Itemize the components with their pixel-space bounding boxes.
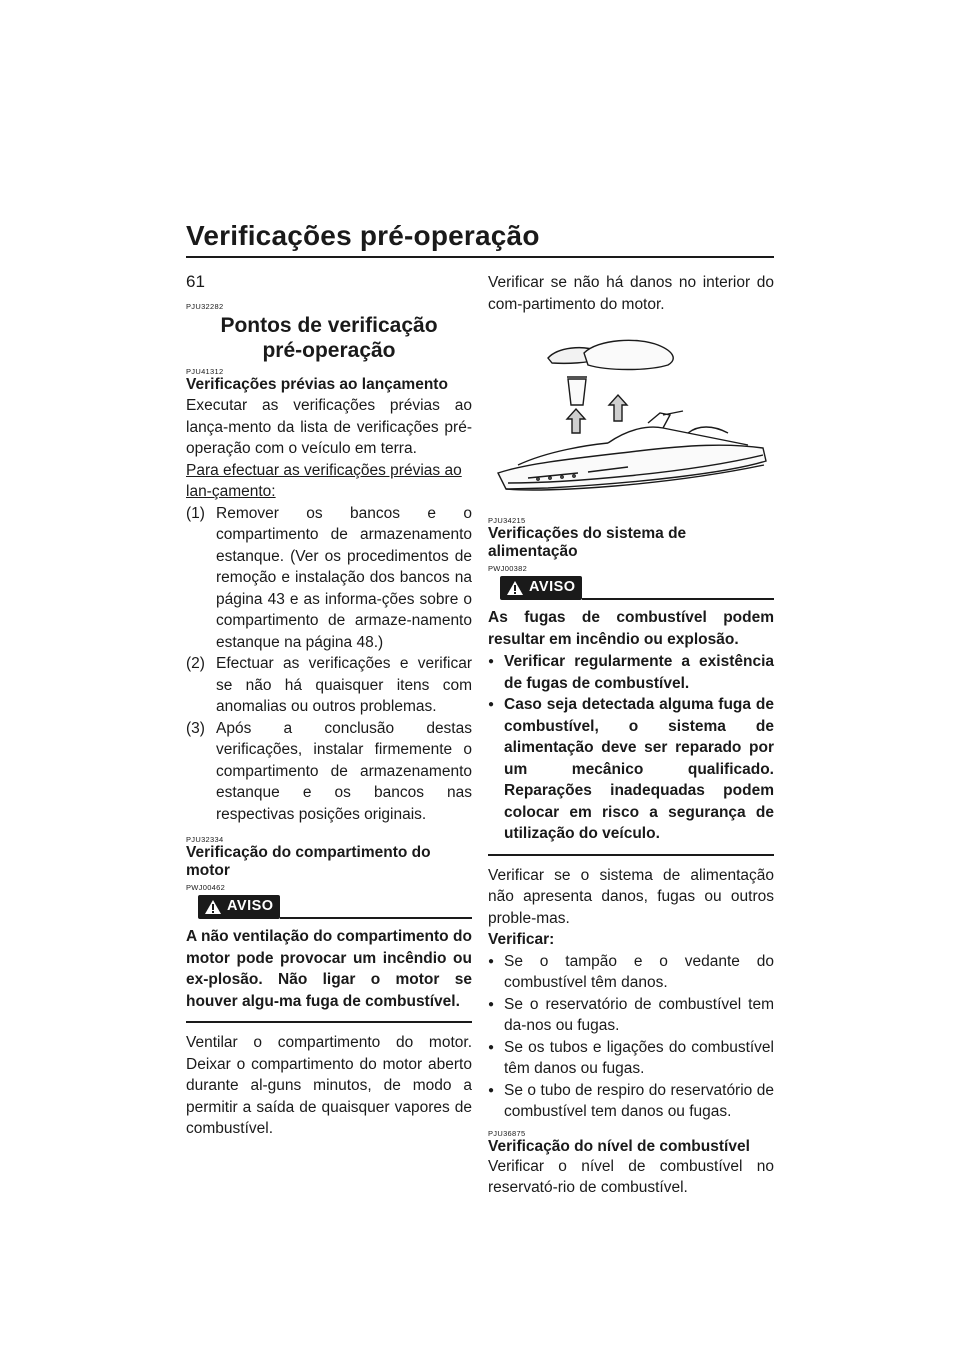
right-column — [488, 274, 774, 1199]
list-item — [186, 718, 472, 826]
header-rule — [186, 256, 774, 258]
section-code: PJU34215 — [488, 516, 526, 525]
warning-code: PWJ00462 — [186, 883, 226, 892]
warning-bullets — [488, 651, 774, 845]
underlined-lead: Para efectuar as verificações prévias ao lan-çamento: — [186, 461, 462, 500]
list-item: ● Se o tubo de respiro do reservatório de combustível tem danos ou fugas. — [488, 1080, 774, 1123]
list-item: ● Se o reservatório de combustível tem da-nos ou fugas. — [488, 994, 774, 1037]
subsection-title: Verificação do nível de combustível — [488, 1137, 750, 1155]
list-item — [186, 653, 472, 718]
paragraph: Executar as verificações prévias ao lança-mento da lista de verificações pré-operação com o veículo em terra. — [186, 397, 472, 457]
paragraph: Verificar se o sistema de alimentação não apresenta danos, fugas ou outros proble-mas. — [488, 866, 774, 927]
page-number: 61 — [186, 272, 205, 291]
step-text: Efectuar as verificações e verificar se não há quaisquer itens com anomalias ou outros problemas. — [216, 655, 472, 715]
warning-text: A não ventilação do compartimento do motor pode provocar um incêndio ou ex-plosão. Não ligar o motor se houver algu-ma fuga de combustível. — [186, 928, 472, 1010]
warning-triangle-icon — [204, 899, 222, 915]
warning-badge — [500, 576, 582, 600]
paragraph: Ventilar o compartimento do motor. Deixar o compartimento do motor aberto durante al-guns minutos, de modo a permitir a saída de quaisquer vapores de combustível. — [186, 1034, 472, 1137]
page-title: Verificações pré-operação — [186, 220, 540, 251]
warning-end-rule — [488, 854, 774, 856]
subsection-title: Verificação do compartimento do motor — [186, 844, 431, 879]
step-number: (1) — [186, 504, 205, 522]
warning-end-rule — [186, 1021, 472, 1023]
paragraph: Verificar o nível de combustível no reservató-rio de combustível. — [488, 1157, 774, 1196]
check-list — [488, 951, 774, 1123]
section-code: PJU36875 — [488, 1128, 526, 1138]
section-main-title — [186, 313, 472, 363]
warning-text: As fugas de combustível podem resultar em incêndio ou explosão. — [488, 609, 774, 648]
step-text: Remover os bancos e o compartimento de armazenamento estanque. (Ver os procedimentos de remoção e instalação dos bancos na página 43 e as informa-ções sobre o compartimento de armaze-namento estanque na página 48.) — [216, 504, 472, 651]
section-code: PJU41312 — [186, 367, 224, 376]
warning-triangle-icon — [506, 580, 524, 596]
left-column — [186, 302, 472, 1140]
paragraph: Verificar se não há danos no interior do com-partimento do motor. — [488, 274, 774, 313]
step-number: (2) — [186, 655, 205, 672]
warning-rule — [280, 917, 472, 919]
list-item: ● Caso seja detectada alguma fuga de combustível, o sistema de alimentação deve ser reparado por um mecânico qualificado. Reparações inadequadas podem colocar em risco a segurança de utilização do veículo. — [488, 694, 774, 845]
section-code: PJU32282 — [186, 302, 224, 311]
warning-header — [488, 576, 774, 600]
watercraft-illustration — [488, 333, 774, 508]
warning-badge — [198, 895, 280, 919]
subsection-title: Verificações do sistema de alimentação — [488, 525, 687, 560]
list-item: ● Se os tubos e ligações do combustível têm danos ou fugas. — [488, 1037, 774, 1080]
step-number: (3) — [186, 719, 205, 737]
page-header — [186, 220, 774, 258]
list-item: ● Se o tampão e o vedante do combustível têm danos. — [488, 951, 774, 994]
list-item — [186, 503, 472, 654]
section-code: PJU32334 — [186, 835, 224, 844]
numbered-steps — [186, 503, 472, 826]
warning-label: AVISO — [227, 898, 274, 915]
check-label: Verificar: — [488, 931, 555, 948]
subsection-title: Verificações prévias ao lançamento — [186, 376, 448, 393]
warning-rule — [582, 598, 774, 600]
main-title-text: Pontos de verificação pré-operação — [220, 314, 438, 362]
warning-code: PWJ00382 — [488, 564, 528, 573]
warning-box — [186, 883, 472, 1023]
warning-box — [488, 564, 774, 856]
warning-header — [186, 895, 472, 919]
list-item: ● Verificar regularmente a existência de fugas de combustível. — [488, 651, 774, 694]
jet-ski-seats-removed-illustration — [488, 333, 774, 508]
warning-label: AVISO — [529, 579, 576, 596]
step-text: Após a conclusão destas verificações, instalar firmemente o compartimento de armazenamento estanque e os bancos nas respectivas posições originais. — [216, 719, 472, 823]
